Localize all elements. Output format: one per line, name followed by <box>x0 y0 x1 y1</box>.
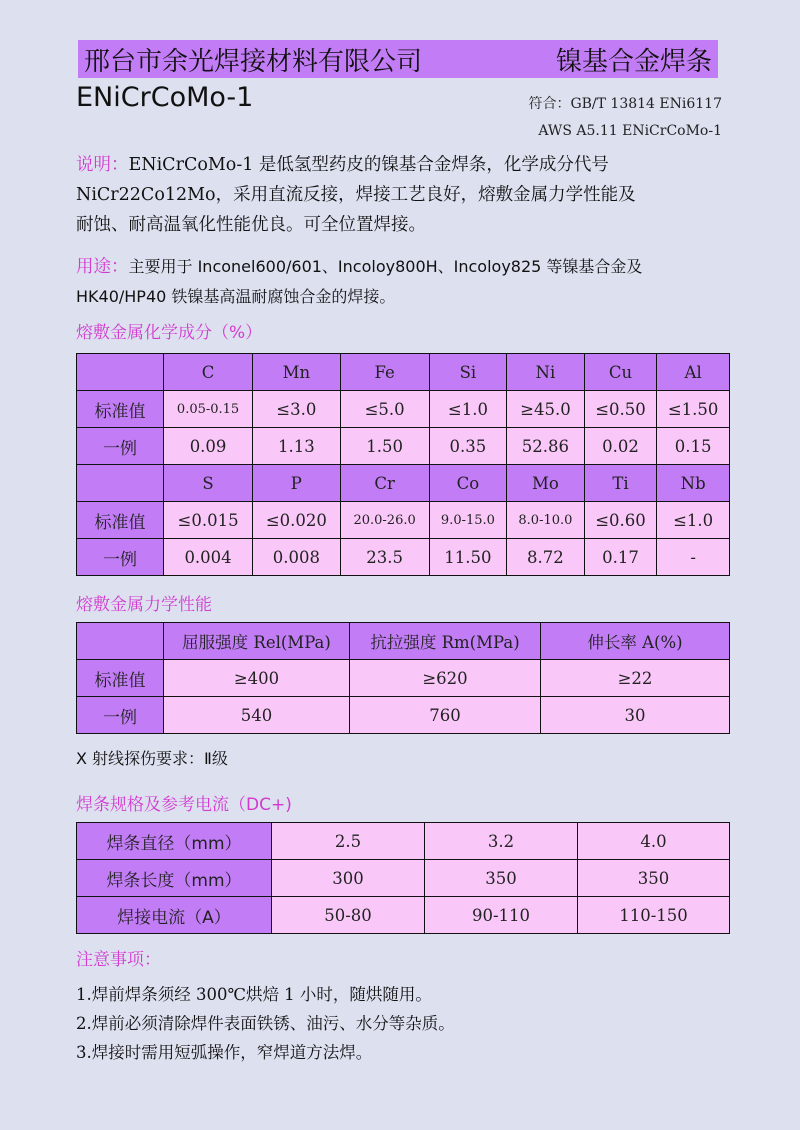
chem-value-cell: ≤0.020 <box>253 502 340 539</box>
spec-value-cell: 2.5 <box>272 823 425 860</box>
chem-value-cell: ≥45.0 <box>507 391 584 428</box>
chem-value-cell: ≤5.0 <box>340 391 429 428</box>
chem-value-cell: ≤0.60 <box>584 502 657 539</box>
spec-row <box>77 860 730 897</box>
chem-corner-cell <box>77 465 164 502</box>
chem-value-cell: 0.09 <box>164 428 253 465</box>
spec-section-title: 焊条规格及参考电流（DC+) <box>76 795 292 815</box>
product-type: 镍基合金焊条 <box>555 46 712 77</box>
spec-value-cell: 300 <box>272 860 425 897</box>
chem-header-cell: Mn <box>253 354 340 391</box>
chem-header-cell: C <box>164 354 253 391</box>
row-label-standard: 标准值 <box>77 502 164 539</box>
chem-value-cell: 0.05-0.15 <box>164 391 253 428</box>
spec-value-cell: 50-80 <box>272 897 425 934</box>
chemical-composition-table <box>76 353 730 576</box>
chem-header-cell: Fe <box>340 354 429 391</box>
description-line-1: ENiCrCoMo-1 是低氢型药皮的镍基合金焊条，化学成分代号 <box>128 155 609 175</box>
chem-value-cell: 0.02 <box>584 428 657 465</box>
chem-value-cell: 8.0-10.0 <box>507 502 584 539</box>
chem-value-cell: 8.72 <box>507 539 584 576</box>
usage-line-2: HK40/HP40 铁镍基高温耐腐蚀合金的焊接。 <box>76 287 396 306</box>
chem-value-cell: 9.0-15.0 <box>429 502 506 539</box>
spec-row-label: 焊接电流（A） <box>77 897 272 934</box>
row-label-standard: 标准值 <box>77 660 164 697</box>
chem-header-row-1 <box>77 354 730 391</box>
chem-value-cell: - <box>657 539 730 576</box>
chem-value-cell: ≤0.015 <box>164 502 253 539</box>
mech-value-cell: ≥620 <box>350 660 541 697</box>
spec-row <box>77 823 730 860</box>
mech-standard-row <box>77 660 730 697</box>
chem-value-cell: ≤1.50 <box>657 391 730 428</box>
spec-row <box>77 897 730 934</box>
mech-header-row <box>77 623 730 660</box>
standard-line-2: AWS A5.11 ENiCrCoMo-1 <box>538 123 722 139</box>
row-label-example: 一例 <box>77 697 164 734</box>
chem-header-cell: Si <box>429 354 506 391</box>
note-item: 2.焊前必须清除焊件表面铁锈、油污、水分等杂质。 <box>76 1014 455 1033</box>
title-banner <box>78 40 718 78</box>
chem-header-cell: P <box>253 465 340 502</box>
chem-value-cell: 0.004 <box>164 539 253 576</box>
row-label-standard: 标准值 <box>77 391 164 428</box>
chem-header-cell: Ni <box>507 354 584 391</box>
row-label-example: 一例 <box>77 428 164 465</box>
mech-value-cell: 30 <box>541 697 730 734</box>
chem-value-cell: ≤0.50 <box>584 391 657 428</box>
mech-value-cell: 760 <box>350 697 541 734</box>
mech-header-cell: 伸长率 A(%) <box>541 623 730 660</box>
chem-value-cell: 1.13 <box>253 428 340 465</box>
mech-value-cell: ≥400 <box>164 660 350 697</box>
usage-label: 用途： <box>76 257 129 277</box>
chem-header-row-2 <box>77 465 730 502</box>
chem-standard-row-2 <box>77 502 730 539</box>
chem-header-cell: S <box>164 465 253 502</box>
mech-example-row <box>77 697 730 734</box>
chem-value-cell: ≤3.0 <box>253 391 340 428</box>
usage-line-1: 主要用于 Inconel600/601、Incoloy800H、Incoloy825 等镍基合金及 <box>128 257 643 276</box>
mech-header-cell: 屈服强度 Rel(MPa) <box>164 623 350 660</box>
xray-requirement: X 射线探伤要求：Ⅱ级 <box>76 749 228 768</box>
description-line-2: NiCr22Co12Mo，采用直流反接，焊接工艺良好，熔敷金属力学性能及 <box>76 185 636 205</box>
chem-value-cell: 20.0-26.0 <box>340 502 429 539</box>
mechanical-properties-table <box>76 622 730 734</box>
description-label: 说明： <box>76 155 129 175</box>
notes-list <box>76 980 455 1067</box>
spec-value-cell: 350 <box>425 860 578 897</box>
model-name: ENiCrCoMo-1 <box>76 82 254 113</box>
standard-line-1: 符合：GB/T 13814 ENi6117 <box>528 96 722 112</box>
spec-row-label: 焊条长度（mm） <box>77 860 272 897</box>
chem-header-cell: Co <box>429 465 506 502</box>
chem-example-row-2 <box>77 539 730 576</box>
chem-value-cell: 52.86 <box>507 428 584 465</box>
chem-value-cell: 1.50 <box>340 428 429 465</box>
mech-header-cell: 抗拉强度 Rm(MPa) <box>350 623 541 660</box>
note-item: 1.焊前焊条须经 300℃烘焙 1 小时，随烘随用。 <box>76 985 432 1004</box>
spec-value-cell: 350 <box>578 860 730 897</box>
chemical-section-title: 熔敷金属化学成分（%） <box>76 323 263 343</box>
chem-header-cell: Nb <box>657 465 730 502</box>
chem-corner-cell <box>77 354 164 391</box>
company-name: 邢台市余光焊接材料有限公司 <box>84 46 423 77</box>
mech-value-cell: 540 <box>164 697 350 734</box>
description-line-3: 耐蚀、耐高温氧化性能优良。可全位置焊接。 <box>76 215 426 235</box>
spec-value-cell: 110-150 <box>578 897 730 934</box>
electrode-spec-table <box>76 822 730 934</box>
mechanical-section-title: 熔敷金属力学性能 <box>76 595 212 615</box>
chem-header-cell: Cu <box>584 354 657 391</box>
chem-header-cell: Mo <box>507 465 584 502</box>
chem-value-cell: 0.008 <box>253 539 340 576</box>
chem-example-row-1 <box>77 428 730 465</box>
chem-header-cell: Ti <box>584 465 657 502</box>
chem-value-cell: ≤1.0 <box>657 502 730 539</box>
mech-corner-cell <box>77 623 164 660</box>
chem-value-cell: 0.15 <box>657 428 730 465</box>
spec-row-label: 焊条直径（mm） <box>77 823 272 860</box>
chem-value-cell: 0.17 <box>584 539 657 576</box>
chem-header-cell: Al <box>657 354 730 391</box>
chem-value-cell: ≤1.0 <box>429 391 506 428</box>
chem-value-cell: 23.5 <box>340 539 429 576</box>
note-item: 3.焊接时需用短弧操作，窄焊道方法焊。 <box>76 1043 373 1062</box>
chem-standard-row-1 <box>77 391 730 428</box>
description-paragraph <box>76 150 726 240</box>
row-label-example: 一例 <box>77 539 164 576</box>
spec-value-cell: 90-110 <box>425 897 578 934</box>
chem-value-cell: 11.50 <box>429 539 506 576</box>
chem-value-cell: 0.35 <box>429 428 506 465</box>
usage-paragraph <box>76 252 726 312</box>
notes-title: 注意事项： <box>76 950 161 970</box>
spec-value-cell: 4.0 <box>578 823 730 860</box>
chem-header-cell: Cr <box>340 465 429 502</box>
mech-value-cell: ≥22 <box>541 660 730 697</box>
spec-value-cell: 3.2 <box>425 823 578 860</box>
